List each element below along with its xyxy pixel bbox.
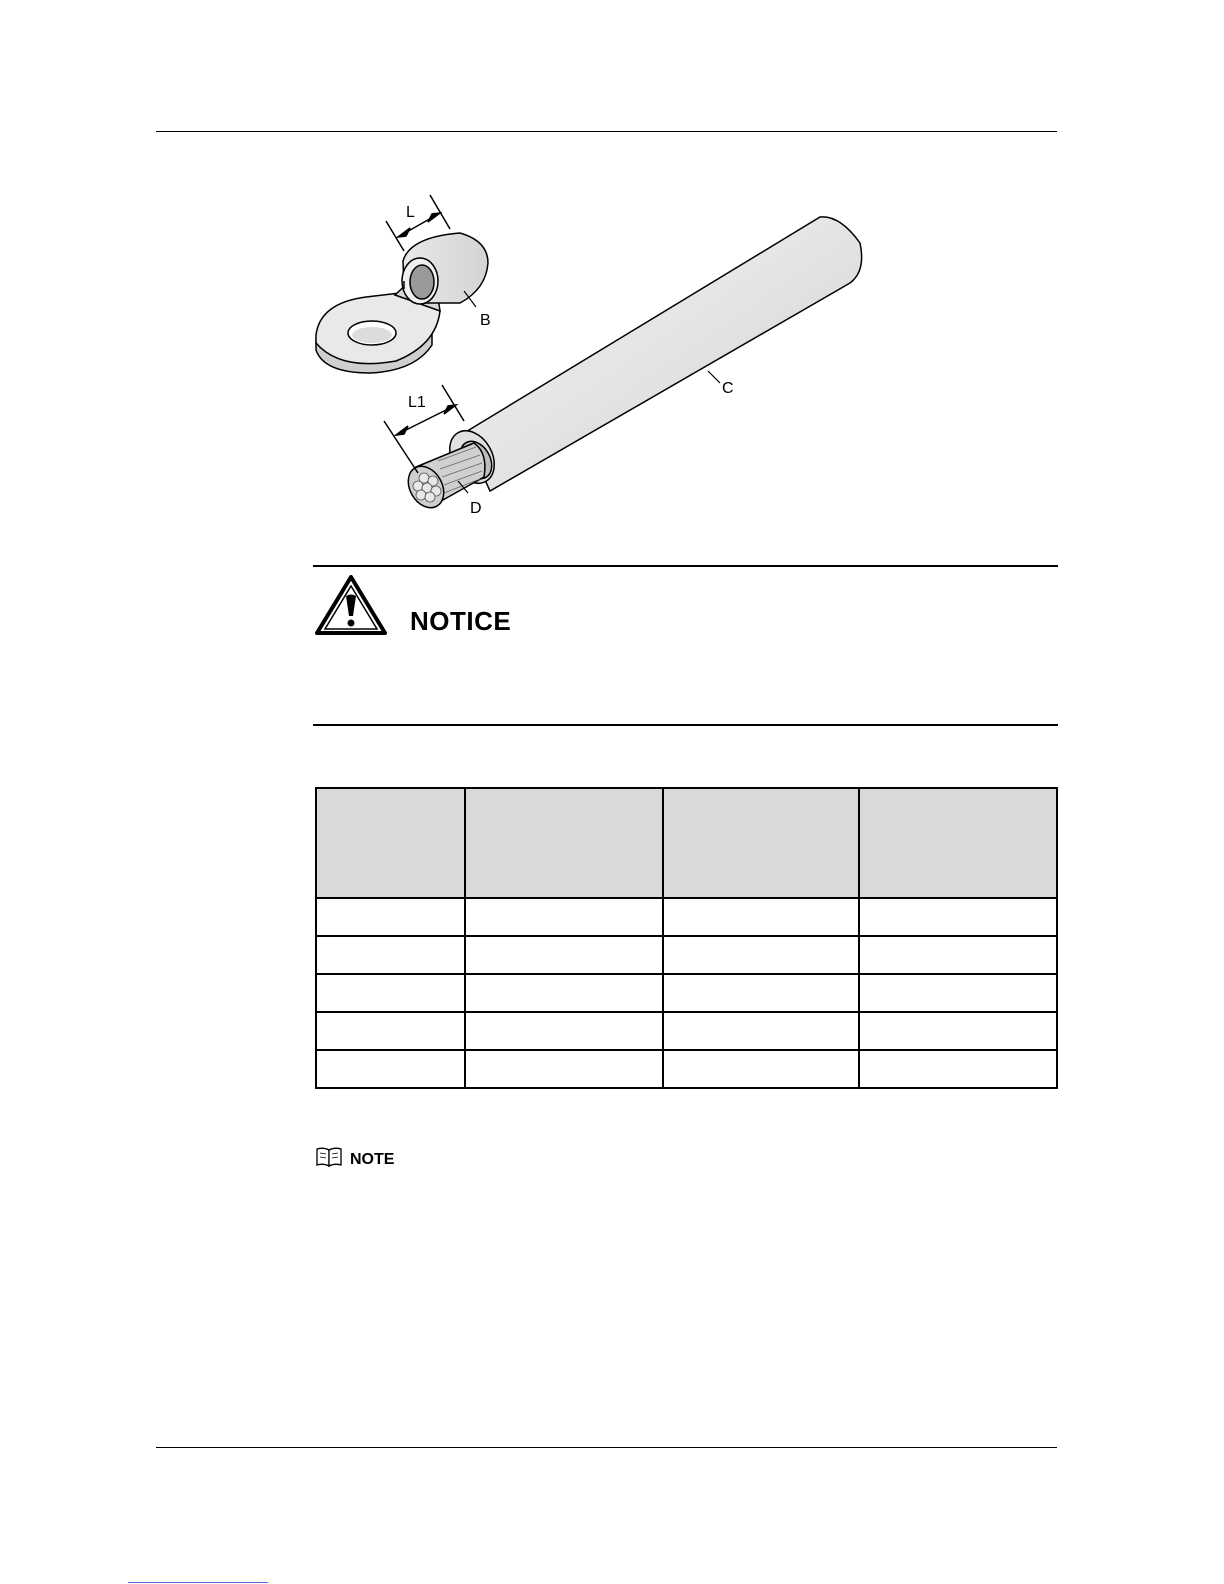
open-book-icon <box>315 1146 343 1168</box>
table-cell <box>465 898 663 936</box>
table-cell <box>663 1012 859 1050</box>
ring-terminal <box>316 233 488 373</box>
table-header-cell <box>465 788 663 898</box>
table-cell <box>465 1050 663 1088</box>
table-row <box>316 1012 1057 1050</box>
notice-top-rule <box>313 565 1058 567</box>
note-label: NOTE <box>350 1151 395 1168</box>
label-l: L <box>406 204 415 221</box>
table-cell <box>663 936 859 974</box>
table-row <box>316 898 1057 936</box>
table-header-row <box>316 788 1057 898</box>
notice-label: NOTICE <box>410 606 512 636</box>
link-underline <box>128 1582 268 1583</box>
table-cell <box>465 936 663 974</box>
header-rule <box>156 131 1057 132</box>
table-cell <box>316 936 465 974</box>
table-header-cell <box>663 788 859 898</box>
footer-rule <box>156 1447 1057 1448</box>
table-cell <box>663 898 859 936</box>
table-cell <box>316 974 465 1012</box>
table-header-cell <box>859 788 1057 898</box>
spec-table <box>315 787 1058 1089</box>
notice-bottom-rule <box>313 724 1058 726</box>
table-cell <box>663 1050 859 1088</box>
table-cell <box>859 1050 1057 1088</box>
table-row <box>316 936 1057 974</box>
table-cell <box>316 1050 465 1088</box>
table-cell <box>859 898 1057 936</box>
table-cell <box>465 1012 663 1050</box>
label-b: B <box>480 312 491 329</box>
cable-terminal-figure <box>300 185 880 525</box>
label-c: C <box>722 380 734 397</box>
table-cell <box>316 1012 465 1050</box>
table-cell <box>859 1012 1057 1050</box>
table-row <box>316 1050 1057 1088</box>
table-row <box>316 974 1057 1012</box>
table-cell <box>316 898 465 936</box>
table-cell <box>663 974 859 1012</box>
table-cell <box>859 936 1057 974</box>
table-cell <box>465 974 663 1012</box>
table-cell <box>859 974 1057 1012</box>
label-l1: L1 <box>408 394 426 411</box>
warning-triangle-icon <box>315 574 387 636</box>
table-header-cell <box>316 788 465 898</box>
label-d: D <box>470 500 482 517</box>
